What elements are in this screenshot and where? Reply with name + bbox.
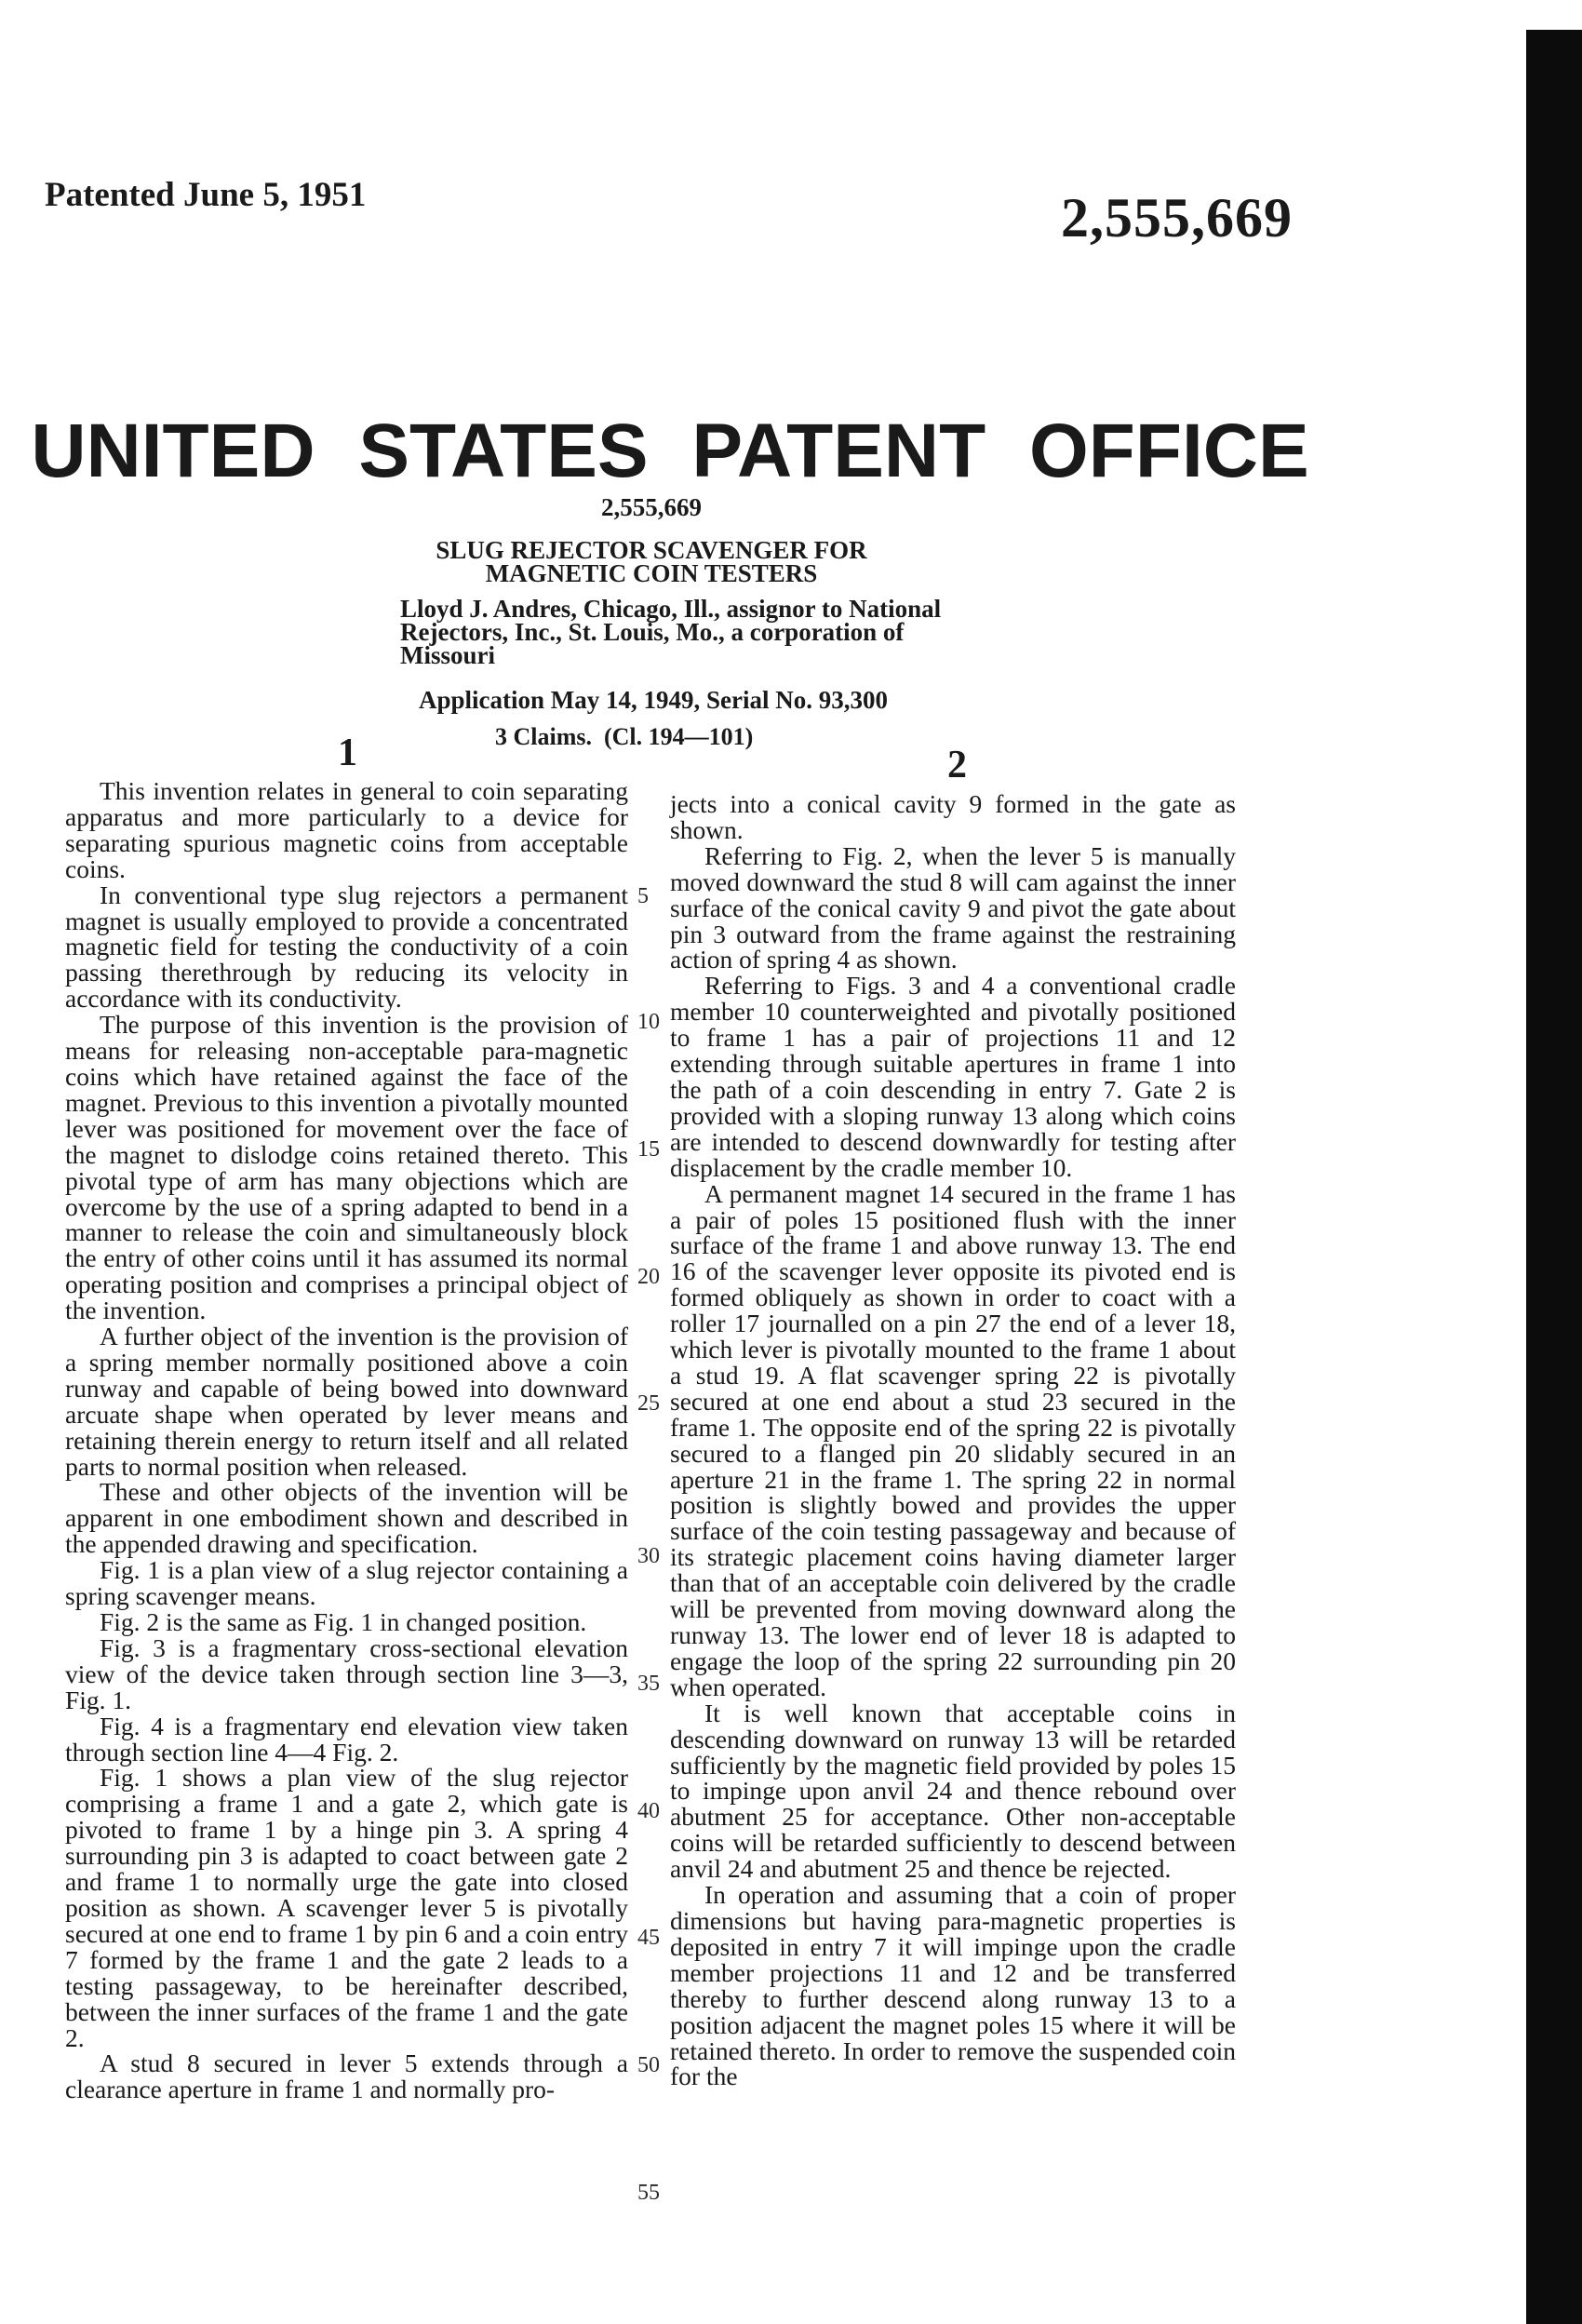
line-number: 25 [637,1391,660,1416]
line-number: 45 [637,1926,660,1950]
classification: (Cl. 194—101) [604,723,754,750]
paragraph: In operation and assuming that a coin of proper dimensions but having para-magnetic properties is deposited in entry 7 it will impinge upon the cradle member projections 11 and 12 and be transferred thereby to further descend along runway 13 to a position adjacent the magnet poles 15 where it will be retained thereto. In order to remove the suspended coin for the [670,1880,1236,2091]
title-line-1: SLUG REJECTOR SCAVENGER FOR [436,536,867,564]
paragraph: Fig. 4 is a fragmentary end elevation view taken through section line 4—4 Fig. 2. [65,1711,628,1767]
line-number: 55 [637,2181,660,2205]
assignor-line-3: Missouri [400,641,496,669]
title-block [354,493,949,587]
line-number: 50 [637,2053,660,2077]
claims-line [495,723,753,751]
paragraph: Fig. 1 shows a plan view of the slug rejector comprising a frame 1 and a gate 2, which gate is pivoted to frame 1 by a hinge pin 3. A spring 4 surrounding pin 3 is adapted to coact between gate 2 and frame 1 to normally urge the gate into closed position as shown. A scavenger lever 5 is pivotally secured at one end to frame 1 by pin 6 and a coin entry 7 formed by the frame 1 and the gate 2 leads to a testing passageway, to be hereinafter described, between the inner surfaces of the frame 1 and the gate 2. [65,1763,628,2052]
paragraph: These and other objects of the invention will be apparent in one embodiment shown and described in the appended drawing and specification. [65,1477,628,1559]
paragraph: This invention relates in general to coin separating apparatus and more particularly to a device for separating spurious magnetic coins from acceptable coins. [65,776,628,883]
line-number: 35 [637,1672,660,1696]
assignor-block [400,595,959,669]
patent-date: Patented June 5, 1951 [45,176,367,214]
paragraph: Fig. 2 is the same as Fig. 1 in changed position. [100,1607,587,1636]
paragraph: A further object of the invention is the provision of a spring member normally positioned above a coin runway and capable of being bowed into downward arcuate shape when operated by lever means and retaining therein energy to return itself and all related parts to normal position when released. [65,1322,628,1481]
scan-edge-bar [1526,30,1582,2324]
assignor-line-1: Lloyd J. Andres, Chicago, Ill., assignor to National [400,595,942,623]
paragraph: Fig. 3 is a fragmentary cross-sectional elevation view of the device taken through section line 3—3, Fig. 1. [65,1632,628,1714]
paragraph: A permanent magnet 14 secured in the frame 1 has a pair of poles 15 positioned flush with the inner surface of the frame 1 and above runway 13. The end 16 of the scavenger lever opposite its pivoted end is formed obliquely as shown in order to coact with a roller 17 journalled on a pin 27 the end of a lever 18, which lever is pivotally mounted to the frame 1 about a stud 19. A flat scavenger spring 22 is pivotally secured at one end about a stud 23 secured in the frame 1. The opposite end of the spring 22 is pivotally secured to a flanged pin 20 slidably secured in an aperture 21 in the frame 1. The spring 22 in normal position is slightly bowed and provides the upper surface of the coin testing passageway and because of its strategic placement coins having diameter larger than that of an acceptable coin delivered by the cradle will be prevented from moving downward along the runway 13. The lower end of lever 18 is adapted to engage the loop of the spring 22 surrounding pin 20 when operated. [670,1178,1236,1701]
office-heading: UNITED STATES PATENT OFFICE [31,409,1309,493]
title-patent-number: 2,555,669 [601,493,702,521]
paragraph: jects into a conical cavity 9 formed in the gate as shown. [670,789,1236,844]
paragraph: A stud 8 secured in lever 5 extends through a clearance aperture in frame 1 and normally pro- [65,2049,628,2104]
line-number: 15 [637,1137,660,1162]
claims-count: 3 Claims. [495,723,592,750]
right-column [670,791,1236,2089]
column-number-right: 2 [947,744,967,786]
application-line: Application May 14, 1949, Serial No. 93,300 [419,686,888,714]
paragraph: Referring to Fig. 2, when the lever 5 is manually moved downward the stud 8 will cam against the inner surface of the conical cavity 9 and pivot the gate about pin 3 outward from the frame against the restraining action of spring 4 as shown. [670,840,1236,974]
line-number: 20 [637,1265,660,1289]
line-number: 5 [637,884,649,908]
paragraph: Referring to Figs. 3 and 4 a conventional cradle member 10 counterweighted and pivotally positioned to frame 1 has a pair of projections 11 and 12 extending through suitable apertures in frame 1 into the path of a coin descending in entry 7. Gate 2 is provided with a sloping runway 13 along which coins are intended to descend downwardly for testing after displacement by the cradle member 10. [670,971,1236,1182]
line-number: 40 [637,1799,660,1823]
paragraph: Fig. 1 is a plan view of a slug rejector containing a spring scavenger means. [65,1555,628,1611]
patent-number: 2,555,669 [1061,187,1293,249]
paragraph: It is well known that acceptable coins in descending downward on runway 13 will be retarded sufficiently by the magnetic field provided by poles 15 to impinge upon anvil 24 and thence rebound over abutment 25 for acceptance. Other non-acceptable coins will be retarded sufficiently to descend between anvil 24 and abutment 25 and thence be rejected. [670,1698,1236,1884]
paragraph: The purpose of this invention is the provision of means for releasing non-acceptable para-magnetic coins which have retained against the face of the magnet. Previous to this invention a pivotally mounted lever was positioned for movement over the face of the magnet to dislodge coins retained thereto. This pivotal type of arm has many objections which are overcome by the use of a spring adapted to bend in a manner to release the coin and simultaneously block the entry of other coins until it has assumed its normal operating position and comprises a principal object of the invention. [65,1010,628,1325]
left-column [65,778,628,2102]
column-number-left: 1 [338,732,357,774]
title-line-2: MAGNETIC COIN TESTERS [485,559,818,587]
assignor-line-2: Rejectors, Inc., St. Louis, Mo., a corporation of [400,618,905,646]
line-number: 10 [637,1010,660,1034]
line-number: 30 [637,1544,660,1568]
paragraph: In conventional type slug rejectors a permanent magnet is usually employed to provide a concentrated magnetic field for testing the conductivity of a coin passing therethrough by reducing its velocity in accordance with its conductivity. [65,880,628,1014]
